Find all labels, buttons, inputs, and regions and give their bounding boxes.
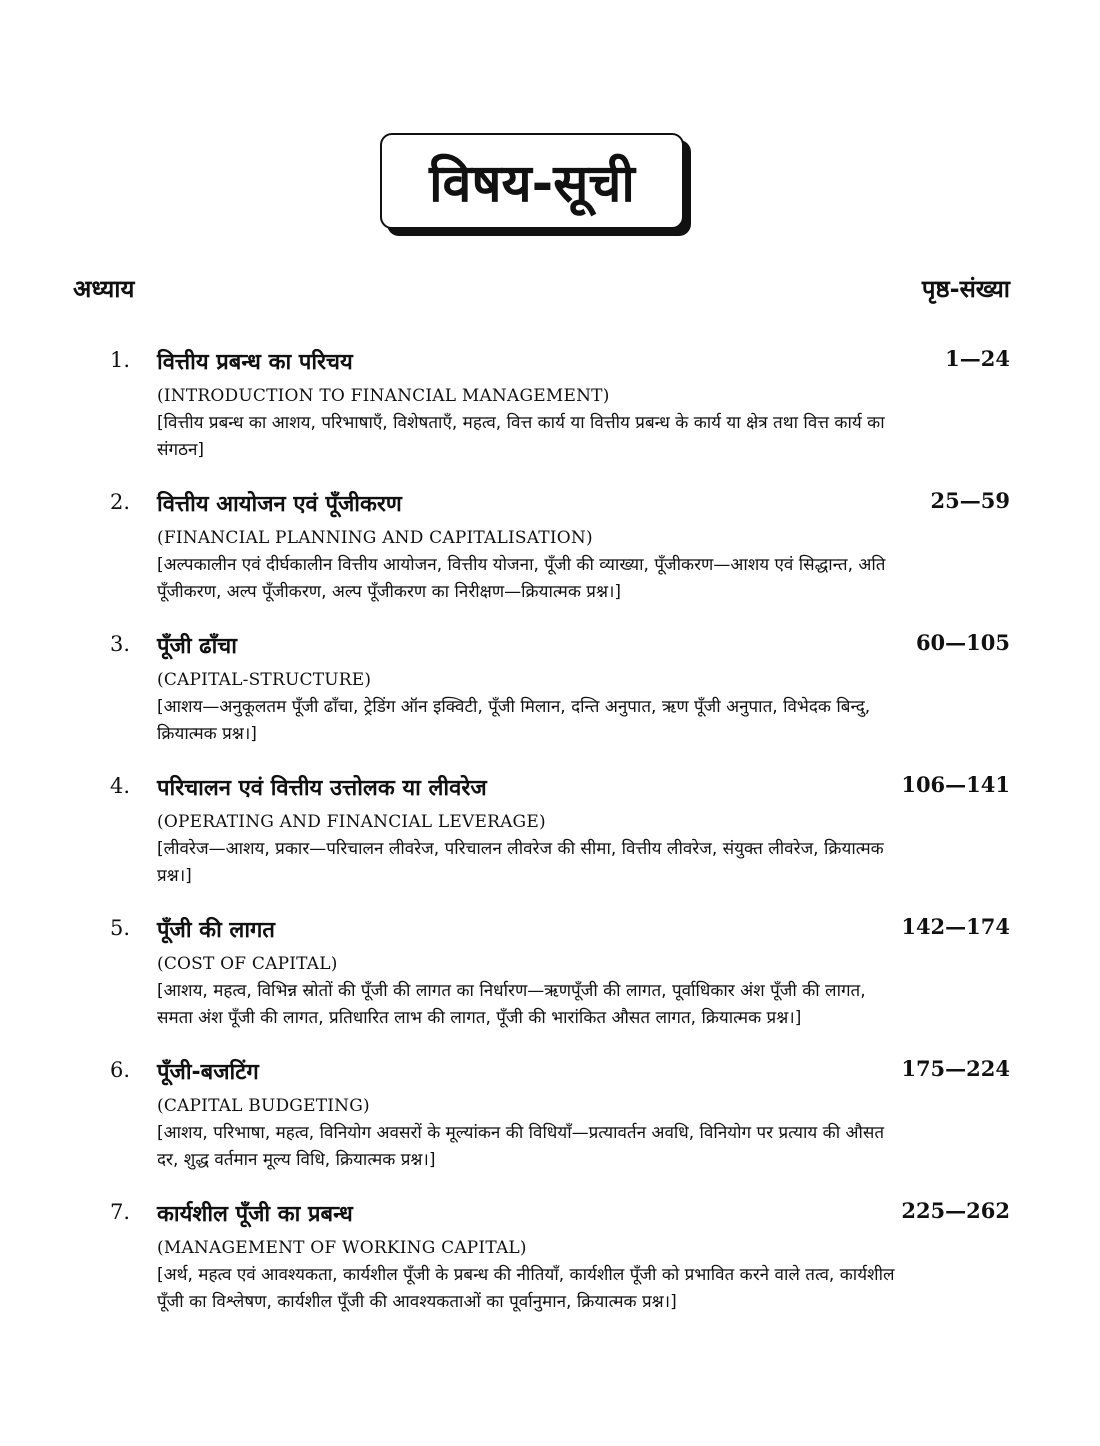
chapter-summary: [अर्थ, महत्व एवं आवश्यकता, कार्यशील पूँजी के प्रबन्ध की नीतियाँ, कार्यशील पूँजी को प्रभावित करने वाले तत्व, कार्यशील पूँजी का विश्लेषण, कार्यशील पूँजी की आवश्यकताओं का पूर्वानुमान, क्रियात्मक प्रश्न।] (157, 1265, 895, 1312)
chapter-page-range: 60—105 (915, 630, 1010, 655)
title-frame (380, 133, 696, 241)
chapter-entry-3 (0, 628, 1100, 748)
chapter-page-range: 1—24 (945, 346, 1010, 371)
chapter-summary: [लीवरेज—आशय, प्रकार—परिचालन लीवरेज, परिचालन लीवरेज की सीमा, वित्तीय लीवरेज, संयुक्त लीवरेज, क्रियात्मक प्रश्न।] (157, 839, 884, 886)
chapter-number: 6. (110, 1058, 131, 1082)
chapter-entry-2 (0, 486, 1100, 606)
chapter-title: वित्तीय आयोजन एवं पूँजीकरण (157, 492, 402, 517)
chapter-column-header: अध्याय (73, 275, 135, 303)
chapter-number: 4. (110, 774, 131, 798)
chapter-english-title: (INTRODUCTION TO FINANCIAL MANAGEMENT) (157, 386, 610, 406)
chapter-page-range: 142—174 (901, 914, 1010, 939)
chapter-english-title: (FINANCIAL PLANNING AND CAPITALISATION) (157, 528, 593, 548)
chapter-title: कार्यशील पूँजी का प्रबन्ध (157, 1202, 353, 1227)
chapter-title: परिचालन एवं वित्तीय उत्तोलक या लीवरेज (157, 776, 487, 801)
chapter-english-title: (COST OF CAPITAL) (157, 954, 338, 974)
chapter-list (0, 344, 1100, 1338)
chapter-entry-7 (0, 1196, 1100, 1316)
chapter-summary: [अल्पकालीन एवं दीर्घकालीन वित्तीय आयोजन, वित्तीय योजना, पूँजी की व्याख्या, पूँजीकरण—आशय एवं सिद्धान्त, अति पूँजीकरण, अल्प पूँजीकरण, अल्प पूँजीकरण का निरीक्षण—क्रियात्मक प्रश्न।] (157, 555, 886, 602)
page-title: विषय-सूची (380, 133, 684, 229)
page-number-column-header: पृष्ठ-संख्या (921, 275, 1010, 303)
chapter-english-title: (OPERATING AND FINANCIAL LEVERAGE) (157, 812, 546, 832)
chapter-summary: [वित्तीय प्रबन्ध का आशय, परिभाषाएँ, विशेषताएँ, महत्व, वित्त कार्य या वित्तीय प्रबन्ध के कार्य या क्षेत्र तथा वित्त कार्य का संगठन] (157, 413, 885, 460)
chapter-english-title: (CAPITAL BUDGETING) (157, 1096, 370, 1116)
chapter-entry-6 (0, 1054, 1100, 1174)
chapter-english-title: (CAPITAL-STRUCTURE) (157, 670, 372, 690)
chapter-page-range: 225—262 (901, 1198, 1010, 1223)
chapter-number: 3. (110, 632, 131, 656)
chapter-entry-4 (0, 770, 1100, 890)
chapter-summary: [आशय, महत्व, विभिन्न स्रोतों की पूँजी की लागत का निर्धारण—ऋणपूँजी की लागत, पूर्वाधिकार अंश पूँजी की लागत, समता अंश पूँजी की लागत, प्रतिधारित लाभ की लागत, पूँजी की भारांकित औसत लागत, क्रियात्मक प्रश्न।] (157, 981, 866, 1028)
chapter-number: 5. (110, 916, 131, 940)
chapter-number: 2. (110, 490, 131, 514)
chapter-page-range: 175—224 (901, 1056, 1010, 1081)
chapter-title: पूँजी ढाँचा (157, 634, 237, 659)
chapter-number: 7. (110, 1200, 131, 1224)
chapter-number: 1. (110, 348, 131, 372)
chapter-summary: [आशय, परिभाषा, महत्व, विनियोग अवसरों के मूल्यांकन की विधियाँ—प्रत्यावर्तन अवधि, विनियोग पर प्रत्याय की औसत दर, शुद्ध वर्तमान मूल्य विधि, क्रियात्मक प्रश्न।] (157, 1123, 885, 1170)
chapter-title: पूँजी-बजटिंग (157, 1060, 259, 1085)
chapter-page-range: 106—141 (901, 772, 1010, 797)
chapter-summary: [आशय—अनुकूलतम पूँजी ढाँचा, ट्रेडिंग ऑन इक्विटी, पूँजी मिलान, दन्ति अनुपात, ऋण पूँजी अनुपात, विभेदक बिन्दु, क्रियात्मक प्रश्न।] (157, 697, 871, 744)
chapter-title: वित्तीय प्रबन्ध का परिचय (157, 350, 353, 375)
chapter-entry-1 (0, 344, 1100, 464)
chapter-page-range: 25—59 (930, 488, 1010, 513)
chapter-english-title: (MANAGEMENT OF WORKING CAPITAL) (157, 1238, 527, 1258)
chapter-title: पूँजी की लागत (157, 918, 275, 943)
chapter-entry-5 (0, 912, 1100, 1032)
